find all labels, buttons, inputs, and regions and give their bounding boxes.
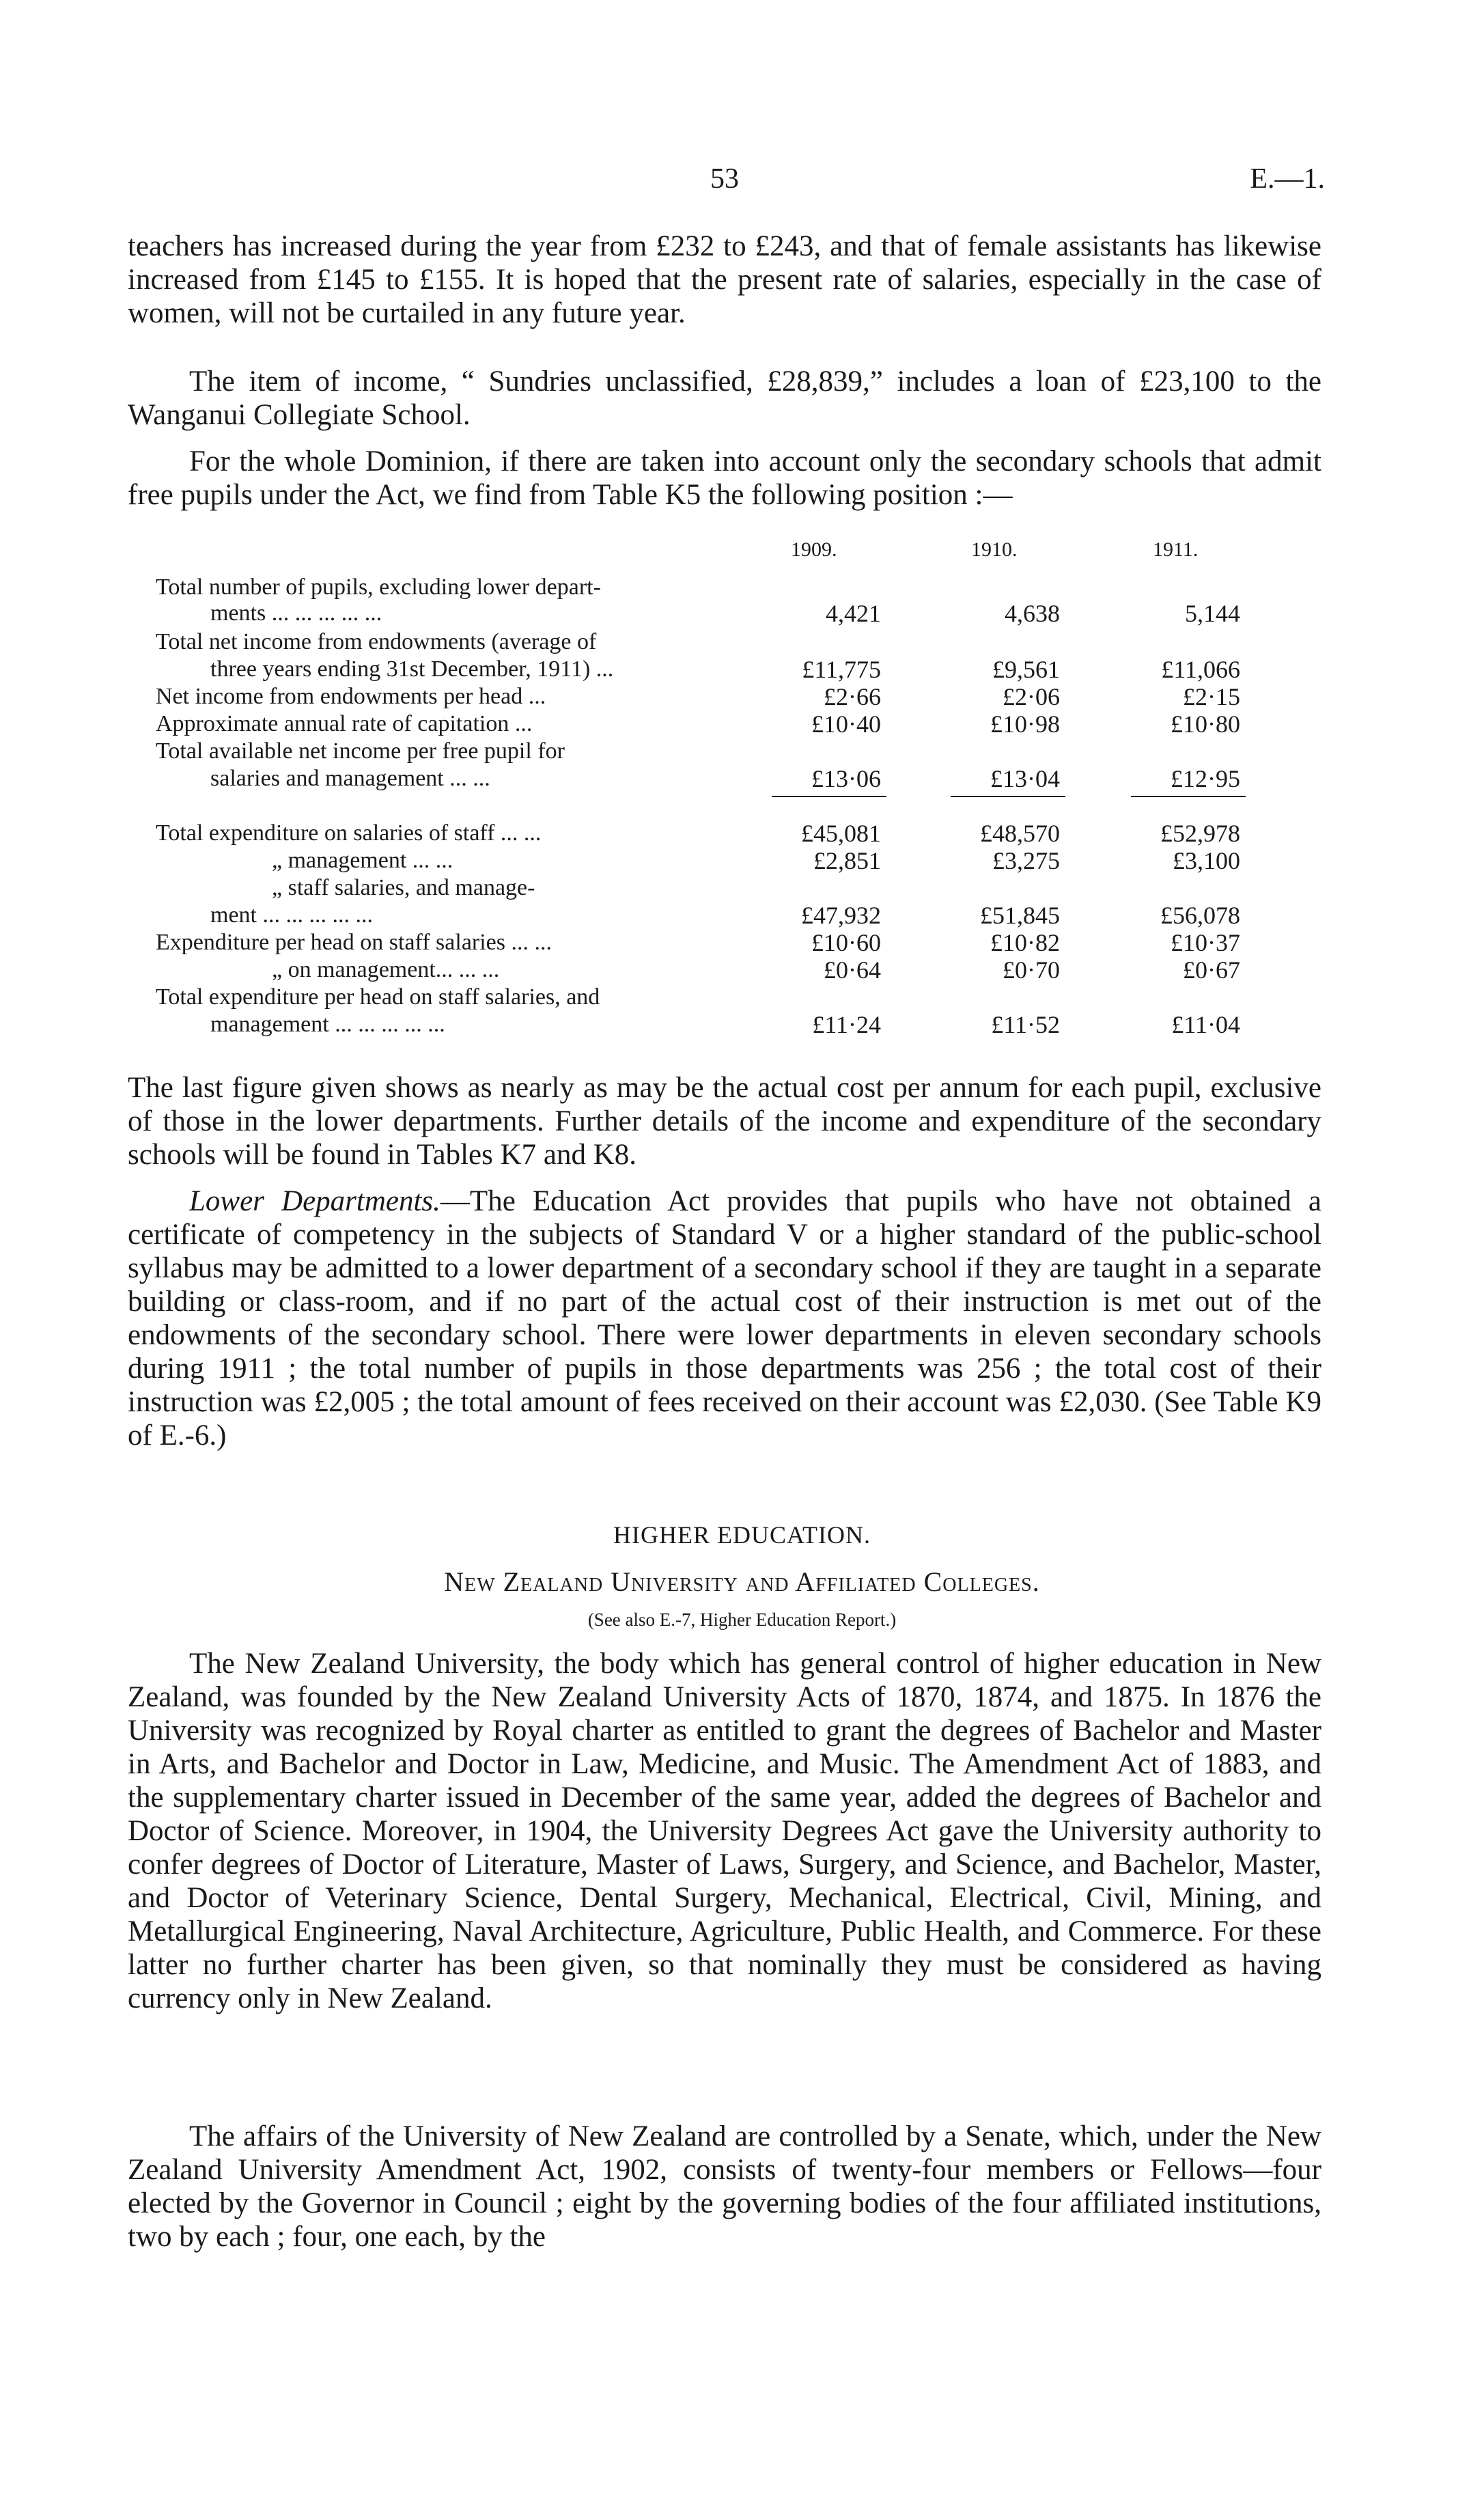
cell-value: £13·06 bbox=[811, 765, 881, 792]
cell-value: £13·04 bbox=[990, 765, 1060, 792]
cell-value: £10·40 bbox=[811, 710, 881, 738]
row-label: Total number of pupils, excluding lower depart- bbox=[156, 574, 601, 600]
cell-value: £11·52 bbox=[991, 1011, 1060, 1038]
cell-value: £10·80 bbox=[1171, 710, 1240, 738]
lower-departments-body: —The Education Act provides that pupils who have not obtained a certificate of competency in the subjects of Standard V or a higher standard of the public-school syllabus may be admitted to a lower department of a secondary school if they are taught in a separate building or class-room, and if no part of the actual cost of their instruction is met out of the endowments of the secondary school. There were lower departments in eleven secondary schools during 1911 ; the total number of pupils in those departments was 256 ; the total cost of their instruction was £2,005 ; the total amount of fees received on their account was £2,030. (See Table K9 of E.-6.) bbox=[128, 1185, 1321, 1452]
row-label: Total available net income per free pupil for bbox=[156, 738, 565, 764]
row-label: ments ... ... ... ... ... bbox=[210, 600, 382, 626]
cell-value: £11·24 bbox=[812, 1011, 881, 1038]
cell-value: £10·37 bbox=[1171, 929, 1240, 956]
cell-value: 5,144 bbox=[1185, 600, 1240, 627]
year-header-1910: 1910. bbox=[971, 538, 1018, 561]
row-label: three years ending 31st December, 1911) ... bbox=[210, 656, 614, 682]
cell-value: £10·60 bbox=[811, 929, 881, 956]
row-label: Total net income from endowments (average of bbox=[156, 629, 597, 654]
year-header-1909: 1909. bbox=[791, 538, 837, 561]
row-label: „ on management... ... ... bbox=[272, 957, 500, 982]
cell-value: £0·67 bbox=[1183, 956, 1240, 984]
year-header-1911: 1911. bbox=[1153, 538, 1199, 561]
row-label: ment ... ... ... ... ... bbox=[210, 902, 373, 928]
cell-value: £48,570 bbox=[980, 820, 1060, 847]
cell-value: £3,275 bbox=[992, 847, 1060, 874]
row-label: Expenditure per head on staff salaries ... ... bbox=[156, 930, 552, 955]
row-label: „ management ... ... bbox=[272, 848, 453, 873]
table-rule bbox=[772, 796, 886, 797]
cell-value: £9,561 bbox=[992, 656, 1060, 683]
cell-value: £45,081 bbox=[801, 820, 881, 847]
cell-value: £0·70 bbox=[1003, 956, 1060, 984]
lower-departments-lead: Lower Departments. bbox=[189, 1185, 440, 1217]
row-label: Total expenditure on salaries of staff ... ... bbox=[156, 820, 542, 846]
cell-value: £2·15 bbox=[1183, 683, 1240, 710]
row-label: salaries and management ... ... bbox=[210, 766, 490, 791]
table-rule bbox=[1131, 796, 1246, 797]
section-heading-higher-education: HIGHER EDUCATION. bbox=[613, 1521, 871, 1549]
cell-value: £11,775 bbox=[802, 656, 881, 683]
document-code: E.—1. bbox=[1250, 163, 1325, 195]
row-label: Total expenditure per head on staff salaries, and bbox=[156, 984, 600, 1010]
row-label: management ... ... ... ... ... bbox=[210, 1012, 445, 1037]
cell-value: £11,066 bbox=[1161, 656, 1240, 683]
see-also-note: (See also E.-7, Higher Education Report.) bbox=[587, 1609, 897, 1630]
cell-value: £56,078 bbox=[1160, 902, 1240, 929]
paragraph-senate: The affairs of the University of New Zealand are controlled by a Senate, which, under the New Zealand University Amendment Act, 1902, consists of twenty-four members or Fellows—four elected by the Governor in Council ; eight by the governing bodies of the four affiliated institutions, two by each ; four, one each, by the bbox=[128, 2120, 1321, 2253]
cell-value: £2·66 bbox=[824, 683, 881, 710]
row-label: „ staff salaries, and manage- bbox=[272, 875, 535, 900]
cell-value: £10·98 bbox=[990, 710, 1060, 738]
page-number: 53 bbox=[710, 163, 739, 195]
table-rule bbox=[951, 796, 1065, 797]
cell-value: £12·95 bbox=[1171, 765, 1240, 792]
paragraph-sundries: The item of income, “ Sundries unclassified, £28,839,” includes a loan of £23,100 to the Wanganui Collegiate School. bbox=[128, 365, 1321, 431]
paragraph-lower-departments bbox=[128, 1184, 1321, 1452]
paragraph-dominion-position: For the whole Dominion, if there are taken into account only the secondary schools that admit free pupils under the Act, we find from Table K5 the following position :— bbox=[128, 445, 1321, 511]
cell-value: £11·04 bbox=[1171, 1011, 1240, 1038]
cell-value: £2,851 bbox=[813, 847, 881, 874]
cell-value: £2·06 bbox=[1003, 683, 1060, 710]
cell-value: £47,932 bbox=[801, 902, 881, 929]
row-label: Net income from endowments per head ... bbox=[156, 684, 546, 709]
section-heading-university: New Zealand University and Affiliated Colleges. bbox=[444, 1566, 1040, 1597]
paragraph-last-figure: The last figure given shows as nearly as may be the actual cost per annum for each pupil, exclusive of those in the lower departments. Further details of the income and expenditure of the secondary schools will be found in Tables K7 and K8. bbox=[128, 1072, 1321, 1171]
cell-value: 4,421 bbox=[826, 600, 881, 627]
cell-value: £52,978 bbox=[1160, 820, 1240, 847]
row-label: Approximate annual rate of capitation ... bbox=[156, 711, 533, 736]
paragraph-teachers-salaries: teachers has increased during the year from £232 to £243, and that of female assistants has likewise increased from £145 to £155. It is hoped that the present rate of salaries, especially in the case of women, will not be curtailed in any future year. bbox=[128, 230, 1321, 329]
cell-value: 4,638 bbox=[1005, 600, 1060, 627]
cell-value: £0·64 bbox=[824, 956, 881, 984]
paragraph-nz-university: The New Zealand University, the body which has general control of higher education in New Zealand, was founded by the New Zealand University Acts of 1870, 1874, and 1875. In 1876 the University was recognized by Royal charter as entitled to grant the degrees of Bachelor and Master in Arts, and Bachelor and Doctor in Law, Medicine, and Music. The Amendment Act of 1883, and the supplementary charter issued in December of the same year, added the degrees of Bachelor and Doctor of Science. Moreover, in 1904, the University Degrees Act gave the University authority to confer degrees of Doctor of Literature, Master of Laws, Surgery, and Science, and Bachelor, Master, and Doctor of Veterinary Science, Dental Surgery, Mechanical, Electrical, Civil, Mining, and Metallurgical Engineering, Naval Architecture, Agriculture, Public Health, and Commerce. For these latter no further charter has been given, so that nominally they must be considered as having currency only in New Zealand. bbox=[128, 1648, 1321, 2014]
cell-value: £10·82 bbox=[990, 929, 1060, 956]
cell-value: £3,100 bbox=[1173, 847, 1240, 874]
cell-value: £51,845 bbox=[980, 902, 1060, 929]
